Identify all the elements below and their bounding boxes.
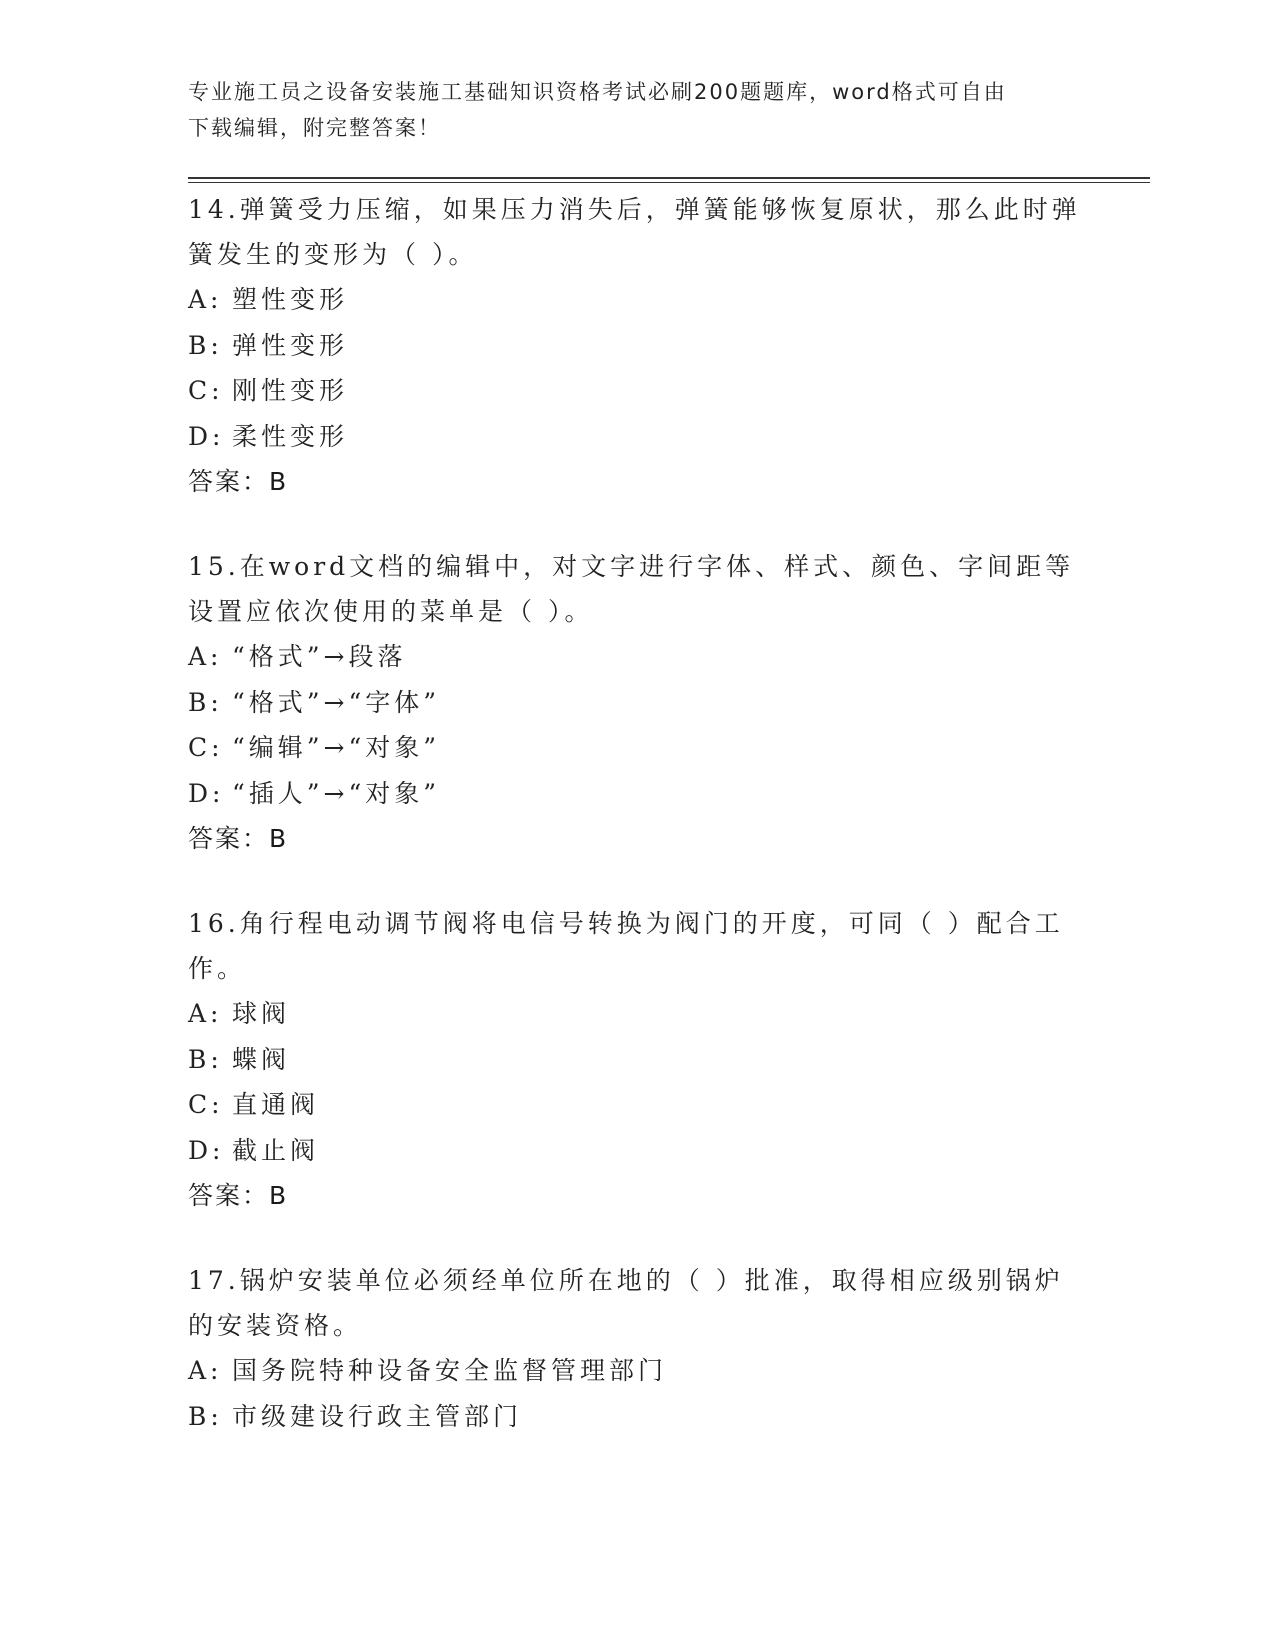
header-title-line2: 下载编辑，附完整答案！ <box>188 116 441 140</box>
option-letter: C: <box>188 376 224 405</box>
option-text: 蝶阀 <box>232 1044 291 1074</box>
option-letter: D: <box>188 421 225 451</box>
option-b <box>188 323 1088 369</box>
option-text: 市级建设行政主管部门 <box>232 1401 523 1431</box>
option-text: 截止阀 <box>232 1135 320 1165</box>
option-a <box>188 1348 1088 1394</box>
option-letter: B: <box>188 330 223 360</box>
question-stem-line: 14.弹簧受力压缩，如果压力消失后，弹簧能够恢复原状，那么此时弹 <box>188 195 1081 224</box>
option-letter: D: <box>188 1135 225 1165</box>
option-letter: A: <box>188 1356 223 1385</box>
option-d <box>188 414 1088 460</box>
question-stem-line: 17.锅炉安装单位必须经单位所在地的（ ）批准，取得相应级别锅炉 <box>188 1266 1064 1295</box>
question-stem-line: 作。 <box>188 954 247 983</box>
option-b <box>188 1394 1088 1440</box>
header-divider-thick <box>188 177 1150 179</box>
option-letter: B: <box>188 687 223 717</box>
option-text: “插人”→“对象” <box>232 778 441 808</box>
option-letter: A: <box>188 285 223 314</box>
option-text: 球阀 <box>232 999 291 1028</box>
option-text: 刚性变形 <box>232 376 349 405</box>
option-text: “编辑”→“对象” <box>232 733 441 762</box>
question-16 <box>188 901 1088 1218</box>
option-a <box>188 277 1088 323</box>
option-letter: A: <box>188 999 223 1028</box>
option-letter: B: <box>188 1044 223 1074</box>
option-b <box>188 1037 1088 1083</box>
header-divider-thin <box>188 182 1150 183</box>
option-d <box>188 771 1088 817</box>
option-c <box>188 1082 1088 1128</box>
option-letter: D: <box>188 778 225 808</box>
option-text: 直通阀 <box>232 1090 320 1119</box>
question-stem-line: 设置应依次使用的菜单是（ ）。 <box>188 597 594 626</box>
question-15 <box>188 544 1088 861</box>
option-c <box>188 725 1088 771</box>
option-text: 柔性变形 <box>232 421 349 451</box>
option-text: 国务院特种设备安全监督管理部门 <box>232 1356 668 1385</box>
answer-line: 答案：B <box>188 824 289 853</box>
answer-line: 答案：B <box>188 1181 289 1210</box>
question-list <box>188 187 1088 1479</box>
option-a <box>188 634 1088 680</box>
answer-line: 答案：B <box>188 467 289 496</box>
option-letter: A: <box>188 642 223 671</box>
document-header <box>188 74 1068 146</box>
option-b <box>188 680 1088 726</box>
option-letter: C: <box>188 733 224 762</box>
question-stem-line: 15.在word文档的编辑中，对文字进行字体、样式、颜色、字间距等 <box>188 552 1075 581</box>
option-letter: B: <box>188 1401 223 1431</box>
option-text: 弹性变形 <box>232 330 349 360</box>
question-stem-line: 簧发生的变形为（ ）。 <box>188 240 478 269</box>
option-a <box>188 991 1088 1037</box>
question-17 <box>188 1258 1088 1439</box>
option-text: “格式”→“字体” <box>232 687 441 717</box>
option-letter: C: <box>188 1090 224 1119</box>
question-14 <box>188 187 1088 504</box>
option-text: 塑性变形 <box>232 285 349 314</box>
question-stem-line: 16.角行程电动调节阀将电信号转换为阀门的开度，可同（ ）配合工 <box>188 909 1064 938</box>
option-text: “格式”→段落 <box>232 642 407 671</box>
header-title-line1: 专业施工员之设备安装施工基础知识资格考试必刷200题题库，word格式可自由 <box>188 80 1007 104</box>
option-c <box>188 368 1088 414</box>
option-d <box>188 1128 1088 1174</box>
question-stem-line: 的安装资格。 <box>188 1311 363 1340</box>
